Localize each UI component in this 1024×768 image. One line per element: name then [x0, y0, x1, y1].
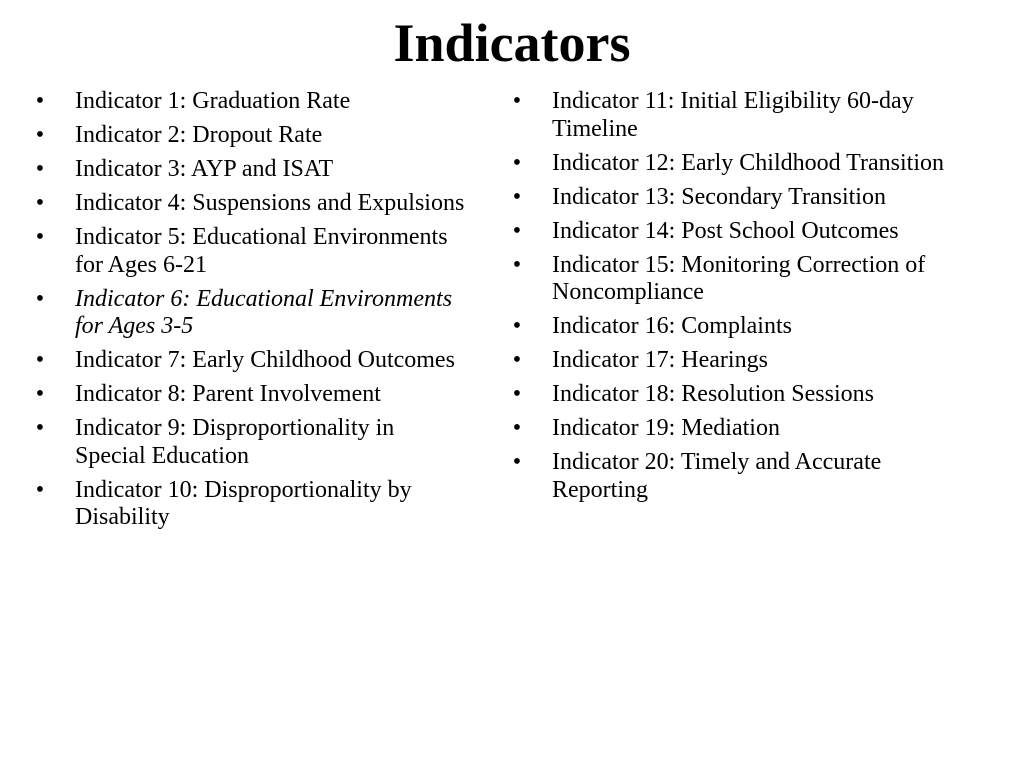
bullet-icon: •: [512, 449, 522, 475]
bullet-icon: •: [512, 313, 522, 339]
indicator-text: Indicator 9: Disproportionality in Special Education: [75, 415, 395, 469]
indicator-text: Indicator 8: Parent Involvement: [75, 381, 381, 407]
bullet-icon: •: [35, 476, 45, 503]
bullet-icon: •: [35, 122, 45, 148]
list-item: [30, 477, 470, 532]
list-item: [30, 381, 470, 409]
bullet-icon: •: [512, 217, 522, 244]
indicator-text: Indicator 7: Early Childhood Outcomes: [75, 347, 455, 373]
list-item: [507, 313, 967, 341]
bullet-icon: •: [512, 347, 522, 373]
right-indicator-list: [507, 88, 967, 511]
list-item: [30, 415, 470, 470]
indicator-text: Indicator 13: Secondary Transition: [552, 183, 886, 210]
slide-title: Indicators: [393, 13, 631, 73]
left-indicator-list: [30, 88, 470, 538]
indicator-text: Indicator 6: Educational Environments for Ages 3-5: [75, 285, 453, 339]
indicator-text: Indicator 11: Initial Eligibility 60-day Timeline: [552, 88, 914, 142]
bullet-icon: •: [35, 381, 45, 407]
bullet-icon: •: [35, 190, 45, 216]
list-item: [507, 347, 967, 375]
indicator-text: Indicator 3: AYP and ISAT: [75, 156, 334, 182]
list-item: [507, 252, 967, 307]
indicator-text: Indicator 18: Resolution Sessions: [552, 381, 874, 407]
indicator-text: Indicator 19: Mediation: [552, 415, 780, 441]
list-item: [30, 156, 470, 184]
indicator-text: Indicator 10: Disproportionality by Disability: [75, 476, 412, 530]
bullet-icon: •: [512, 251, 522, 278]
indicator-text: Indicator 20: Timely and Accurate Reporting: [552, 449, 882, 503]
bullet-icon: •: [35, 347, 45, 373]
list-item: [507, 381, 967, 409]
bullet-icon: •: [35, 415, 45, 441]
bullet-icon: •: [35, 156, 45, 182]
indicator-text: Indicator 12: Early Childhood Transition: [552, 149, 944, 176]
indicator-text: Indicator 17: Hearings: [552, 347, 768, 373]
bullet-icon: •: [35, 224, 45, 250]
list-item: [30, 190, 470, 218]
list-item: [30, 286, 470, 341]
bullet-icon: •: [512, 183, 522, 210]
list-item: [30, 224, 470, 279]
bullet-icon: •: [512, 149, 522, 176]
indicator-text: Indicator 1: Graduation Rate: [75, 88, 351, 114]
indicator-text: Indicator 14: Post School Outcomes: [552, 217, 899, 244]
list-item: [507, 415, 967, 443]
bullet-icon: •: [512, 88, 522, 114]
bullet-icon: •: [35, 88, 45, 114]
list-item: [30, 88, 470, 116]
bullet-icon: •: [35, 285, 45, 312]
list-item: [30, 347, 470, 375]
indicator-text: Indicator 4: Suspensions and Expulsions: [75, 190, 465, 216]
indicator-text: Indicator 16: Complaints: [552, 313, 792, 339]
list-item: [507, 184, 967, 212]
bullet-icon: •: [512, 415, 522, 441]
list-item: [30, 122, 470, 150]
indicator-text: Indicator 15: Monitoring Correction of Noncompliance: [552, 251, 926, 305]
indicator-text: Indicator 2: Dropout Rate: [75, 122, 323, 148]
list-item: [507, 88, 967, 143]
list-item: [507, 218, 967, 246]
indicator-text: Indicator 5: Educational Environments for Ages 6-21: [75, 224, 448, 278]
list-item: [507, 449, 967, 504]
list-item: [507, 150, 967, 178]
bullet-icon: •: [512, 381, 522, 407]
